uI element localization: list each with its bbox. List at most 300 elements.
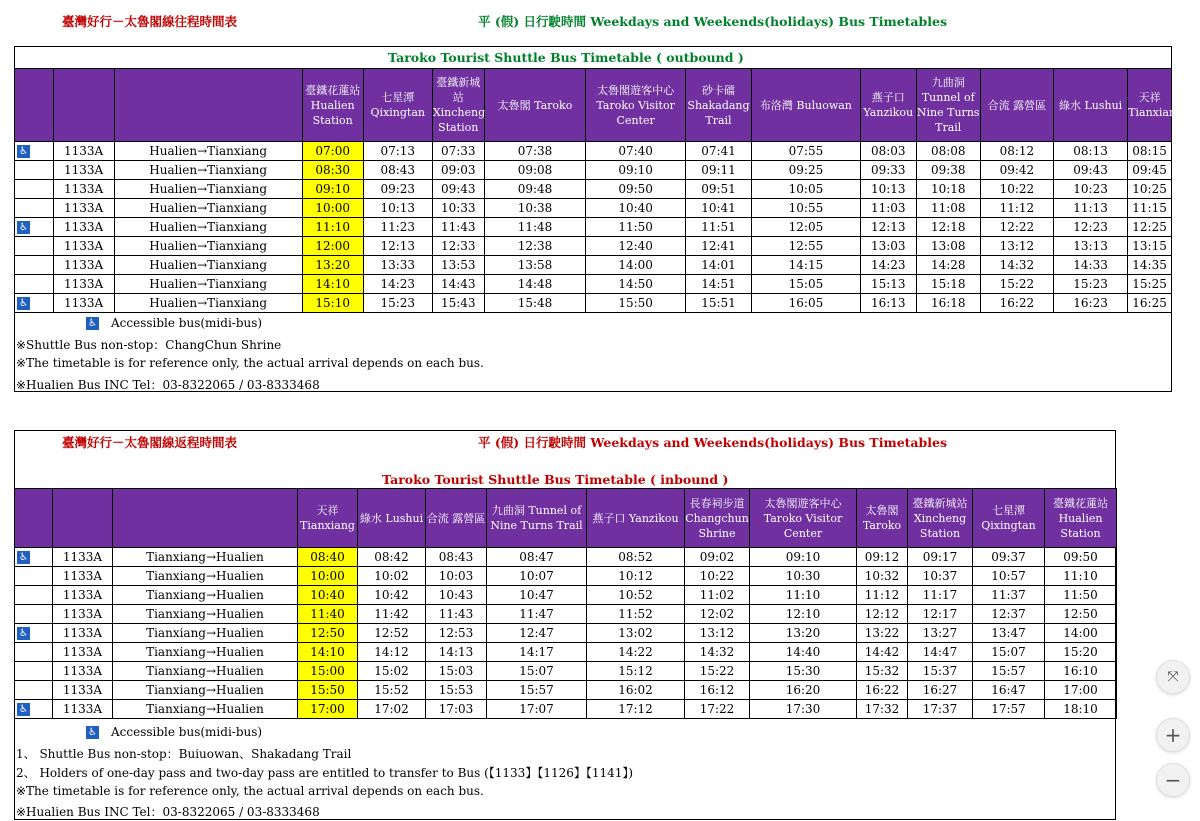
- stop-time: 11:47: [487, 605, 587, 624]
- stop-time: 13:08: [916, 237, 980, 256]
- stop-time: 10:43: [426, 586, 487, 605]
- stop-time: 15:07: [487, 662, 587, 681]
- route-direction: Hualien→Tianxiang: [114, 256, 302, 275]
- stop-time: 15:43: [432, 294, 484, 313]
- stop-time: 09:25: [752, 161, 861, 180]
- stop-time: 10:38: [484, 199, 586, 218]
- stop-time: 11:02: [685, 586, 750, 605]
- stop-time: 17:37: [908, 700, 973, 719]
- stop-time: 14:13: [426, 643, 487, 662]
- route-direction: Tianxiang→Hualien: [113, 567, 298, 586]
- stop-time: 10:22: [980, 180, 1053, 199]
- wheelchair-icon: ♿: [17, 297, 30, 310]
- column-header: 臺鐵新城站 Xincheng Station: [432, 69, 484, 142]
- stop-time: 11:43: [426, 605, 487, 624]
- column-header: 砂卡礑 Shakadang Trail: [685, 69, 751, 142]
- stop-time: 09:48: [484, 180, 586, 199]
- stop-time: 12:25: [1128, 218, 1172, 237]
- stop-time: 12:18: [916, 218, 980, 237]
- inbound-subtitle: Taroko Tourist Shuttle Bus Timetable ( inbound ): [382, 472, 729, 487]
- stop-time: 15:57: [973, 662, 1045, 681]
- stop-time: 14:15: [752, 256, 861, 275]
- stop-time: 09:37: [973, 548, 1045, 567]
- stop-time: 16:18: [916, 294, 980, 313]
- stop-time: 17:07: [487, 700, 587, 719]
- header-row: [15, 489, 1117, 548]
- accessible-cell: [15, 142, 54, 161]
- stop-time: 13:33: [363, 256, 432, 275]
- table-row: [15, 256, 1172, 275]
- table-row: [15, 218, 1172, 237]
- stop-time: 10:02: [358, 567, 426, 586]
- stop-time: 14:42: [857, 643, 908, 662]
- stop-time: 12:13: [860, 218, 916, 237]
- stop-time: 10:40: [586, 199, 686, 218]
- stop-time: 12:55: [752, 237, 861, 256]
- stop-time: 11:15: [1128, 199, 1172, 218]
- departure-time: 11:10: [302, 218, 363, 237]
- stop-time: 08:43: [426, 548, 487, 567]
- stop-time: 15:57: [487, 681, 587, 700]
- table-row: [15, 681, 1117, 700]
- route-number: 1133A: [53, 624, 113, 643]
- column-header: [53, 69, 114, 142]
- stop-time: 12:22: [980, 218, 1053, 237]
- stop-time: 15:25: [1128, 275, 1172, 294]
- departure-time: 15:50: [298, 681, 358, 700]
- stop-time: 10:55: [752, 199, 861, 218]
- inbound-title-en: 平 (假) 日行駛時間 Weekdays and Weekends(holidays) Bus Timetables: [478, 435, 948, 450]
- accessible-cell: [15, 294, 54, 313]
- stop-time: 14:00: [586, 256, 686, 275]
- departure-time: 10:40: [298, 586, 358, 605]
- stop-time: 12:50: [1045, 605, 1117, 624]
- table-row: [15, 294, 1172, 313]
- footnote: ※Hualien Bus INC Tel：03-8322065 / 03-8333468: [16, 805, 320, 819]
- route-direction: Hualien→Tianxiang: [114, 218, 302, 237]
- column-header: 太魯閣 Taroko: [857, 489, 908, 548]
- stop-time: 10:12: [587, 567, 685, 586]
- stop-time: 14:32: [980, 256, 1053, 275]
- stop-time: 14:48: [484, 275, 586, 294]
- table-row: [15, 548, 1117, 567]
- column-header: 天祥 Tianxiang: [1128, 69, 1172, 142]
- wheelchair-icon: ♿: [17, 221, 30, 234]
- footnote: ※The timetable is for reference only, the actual arrival depends on each bus.: [16, 356, 484, 370]
- stop-time: 14:23: [860, 256, 916, 275]
- departure-time: 15:00: [298, 662, 358, 681]
- stop-time: 15:02: [358, 662, 426, 681]
- stop-time: 10:07: [487, 567, 587, 586]
- footnote: ※Hualien Bus INC Tel：03-8322065 / 03-8333468: [16, 378, 320, 392]
- accessible-cell: [15, 624, 53, 643]
- stop-time: 15:52: [358, 681, 426, 700]
- stop-time: 16:25: [1128, 294, 1172, 313]
- stop-time: 11:51: [685, 218, 751, 237]
- outbound-subtitle: Taroko Tourist Shuttle Bus Timetable ( outbound ): [388, 50, 744, 65]
- stop-time: 10:37: [908, 567, 973, 586]
- stop-time: 14:00: [1045, 624, 1117, 643]
- stop-time: 09:43: [432, 180, 484, 199]
- stop-time: 09:50: [1045, 548, 1117, 567]
- route-direction: Tianxiang→Hualien: [113, 548, 298, 567]
- stop-time: 14:33: [1053, 256, 1127, 275]
- stop-time: 07:38: [484, 142, 586, 161]
- route-direction: Hualien→Tianxiang: [114, 161, 302, 180]
- stop-time: 12:37: [973, 605, 1045, 624]
- stop-time: 17:00: [1045, 681, 1117, 700]
- route-number: 1133A: [53, 199, 114, 218]
- stop-time: 10:25: [1128, 180, 1172, 199]
- stop-time: 12:12: [857, 605, 908, 624]
- column-header: 合流 露營區: [426, 489, 487, 548]
- departure-time: 15:10: [302, 294, 363, 313]
- stop-time: 14:43: [432, 275, 484, 294]
- column-header: 七星潭 Qixingtan: [363, 69, 432, 142]
- footnote: 2、 Holders of one-day pass and two-day pass are entitled to transfer to Bus (【1133】【1126】【1141】): [16, 766, 634, 780]
- stop-time: 14:01: [685, 256, 751, 275]
- stop-time: 07:33: [432, 142, 484, 161]
- accessible-legend-text: Accessible bus(midi-bus): [111, 725, 263, 739]
- table-row: [15, 624, 1117, 643]
- stop-time: 16:02: [587, 681, 685, 700]
- stop-time: 16:22: [980, 294, 1053, 313]
- stop-time: 12:38: [484, 237, 586, 256]
- stop-time: 15:23: [363, 294, 432, 313]
- stop-time: 14:50: [586, 275, 686, 294]
- stop-time: 09:11: [685, 161, 751, 180]
- stop-time: 11:43: [432, 218, 484, 237]
- stop-time: 15:23: [1053, 275, 1127, 294]
- stop-time: 09:33: [860, 161, 916, 180]
- header-row: [15, 69, 1172, 142]
- stop-time: 15:20: [1045, 643, 1117, 662]
- stop-time: 10:32: [857, 567, 908, 586]
- route-number: 1133A: [53, 256, 114, 275]
- route-direction: Hualien→Tianxiang: [114, 199, 302, 218]
- departure-time: 09:10: [302, 180, 363, 199]
- route-direction: Hualien→Tianxiang: [114, 237, 302, 256]
- departure-time: 12:50: [298, 624, 358, 643]
- stop-time: 10:13: [363, 199, 432, 218]
- accessible-cell: [15, 605, 53, 624]
- accessible-cell: [15, 662, 53, 681]
- column-header: 太魯閣 Taroko: [484, 69, 586, 142]
- stop-time: 11:13: [1053, 199, 1127, 218]
- footnote: ※The timetable is for reference only, the actual arrival depends on each bus.: [16, 783, 484, 798]
- departure-time: 08:40: [298, 548, 358, 567]
- stop-time: 09:03: [432, 161, 484, 180]
- stop-time: 17:57: [973, 700, 1045, 719]
- column-header: 合流 露營區: [980, 69, 1053, 142]
- stop-time: 10:33: [432, 199, 484, 218]
- stop-time: 15:12: [587, 662, 685, 681]
- route-direction: Hualien→Tianxiang: [114, 294, 302, 313]
- stop-time: 09:50: [586, 180, 686, 199]
- stop-time: 14:35: [1128, 256, 1172, 275]
- stop-time: 16:05: [752, 294, 861, 313]
- route-number: 1133A: [53, 567, 113, 586]
- stop-time: 13:47: [973, 624, 1045, 643]
- zoom-in-button[interactable]: [1156, 718, 1190, 752]
- stop-time: 09:12: [857, 548, 908, 567]
- table-row: [15, 567, 1117, 586]
- stop-time: 15:03: [426, 662, 487, 681]
- stop-time: 10:57: [973, 567, 1045, 586]
- stop-time: 10:13: [860, 180, 916, 199]
- accessible-cell: [15, 586, 53, 605]
- stop-time: 12:23: [1053, 218, 1127, 237]
- stop-time: 12:52: [358, 624, 426, 643]
- stop-time: 09:10: [586, 161, 686, 180]
- departure-time: 07:00: [302, 142, 363, 161]
- stop-time: 11:10: [1045, 567, 1117, 586]
- stop-time: 13:22: [857, 624, 908, 643]
- route-direction: Tianxiang→Hualien: [113, 624, 298, 643]
- accessible-cell: [15, 256, 54, 275]
- stop-time: 13:13: [1053, 237, 1127, 256]
- route-direction: Tianxiang→Hualien: [113, 700, 298, 719]
- wheelchair-icon: ♿: [86, 726, 99, 739]
- route-direction: Hualien→Tianxiang: [114, 180, 302, 199]
- outbound-title-en: 平 (假) 日行駛時間 Weekdays and Weekends(holidays) Bus Timetables: [478, 14, 948, 29]
- table-row: [15, 605, 1117, 624]
- accessible-cell: [15, 180, 54, 199]
- column-header: [15, 489, 53, 548]
- zoom-out-icon: −: [1164, 768, 1182, 792]
- stop-time: 09:10: [750, 548, 857, 567]
- stop-time: 08:47: [487, 548, 587, 567]
- route-number: 1133A: [53, 586, 113, 605]
- stop-time: 14:28: [916, 256, 980, 275]
- stop-time: 14:51: [685, 275, 751, 294]
- route-direction: Tianxiang→Hualien: [113, 586, 298, 605]
- accessible-legend: [86, 316, 262, 330]
- stop-time: 14:40: [750, 643, 857, 662]
- stop-time: 12:17: [908, 605, 973, 624]
- zoom-in-icon: +: [1164, 723, 1182, 747]
- stop-time: 17:30: [750, 700, 857, 719]
- stop-time: 18:10: [1045, 700, 1117, 719]
- wheelchair-icon: ♿: [17, 145, 30, 158]
- stop-time: 09:23: [363, 180, 432, 199]
- column-header: 長春祠步道 Changchun Shrine: [685, 489, 750, 548]
- accessible-cell: [15, 161, 54, 180]
- accessible-cell: [15, 681, 53, 700]
- table-row: [15, 586, 1117, 605]
- table-row: [15, 237, 1172, 256]
- accessible-cell: [15, 199, 54, 218]
- stop-time: 09:08: [484, 161, 586, 180]
- stop-time: 15:13: [860, 275, 916, 294]
- stop-time: 09:42: [980, 161, 1053, 180]
- column-header: [114, 69, 302, 142]
- route-direction: Tianxiang→Hualien: [113, 662, 298, 681]
- table-row: [15, 662, 1117, 681]
- departure-time: 13:20: [302, 256, 363, 275]
- stop-time: 17:32: [857, 700, 908, 719]
- stop-time: 11:37: [973, 586, 1045, 605]
- fit-screen-button[interactable]: [1156, 660, 1190, 694]
- accessible-cell: [15, 643, 53, 662]
- stop-time: 11:50: [586, 218, 686, 237]
- stop-time: 11:03: [860, 199, 916, 218]
- route-number: 1133A: [53, 275, 114, 294]
- stop-time: 16:47: [973, 681, 1045, 700]
- stop-time: 14:22: [587, 643, 685, 662]
- route-number: 1133A: [53, 237, 114, 256]
- wheelchair-icon: ♿: [17, 703, 30, 716]
- stop-time: 12:05: [752, 218, 861, 237]
- stop-time: 12:10: [750, 605, 857, 624]
- stop-time: 07:41: [685, 142, 751, 161]
- column-header: 七星潭 Qixingtan: [973, 489, 1045, 548]
- accessible-cell: [15, 548, 53, 567]
- column-header: [113, 489, 298, 548]
- stop-time: 16:10: [1045, 662, 1117, 681]
- column-header: 天祥 Tianxiang: [298, 489, 358, 548]
- stop-time: 09:43: [1053, 161, 1127, 180]
- stop-time: 10:22: [685, 567, 750, 586]
- route-direction: Tianxiang→Hualien: [113, 643, 298, 662]
- stop-time: 11:42: [358, 605, 426, 624]
- stop-time: 12:33: [432, 237, 484, 256]
- wheelchair-icon: ♿: [17, 551, 30, 564]
- stop-time: 16:22: [857, 681, 908, 700]
- stop-time: 14:12: [358, 643, 426, 662]
- stop-time: 11:48: [484, 218, 586, 237]
- accessible-cell: [15, 218, 54, 237]
- stop-time: 17:22: [685, 700, 750, 719]
- table-row: [15, 700, 1117, 719]
- fit-screen-icon: ⤧: [1167, 669, 1179, 685]
- route-direction: Tianxiang→Hualien: [113, 681, 298, 700]
- stop-time: 12:13: [363, 237, 432, 256]
- route-direction: Tianxiang→Hualien: [113, 605, 298, 624]
- stop-time: 15:22: [980, 275, 1053, 294]
- stop-time: 11:12: [857, 586, 908, 605]
- accessible-legend-text: Accessible bus(midi-bus): [111, 316, 263, 330]
- stop-time: 07:13: [363, 142, 432, 161]
- stop-time: 15:48: [484, 294, 586, 313]
- stop-time: 12:41: [685, 237, 751, 256]
- stop-time: 11:52: [587, 605, 685, 624]
- departure-time: 11:40: [298, 605, 358, 624]
- departure-time: 12:00: [302, 237, 363, 256]
- stop-time: 15:30: [750, 662, 857, 681]
- stop-time: 13:03: [860, 237, 916, 256]
- table-row: [15, 643, 1117, 662]
- outbound-timetable: [14, 68, 1184, 313]
- route-number: 1133A: [53, 605, 113, 624]
- stop-time: 08:08: [916, 142, 980, 161]
- route-number: 1133A: [53, 681, 113, 700]
- stop-time: 13:53: [432, 256, 484, 275]
- stop-time: 17:02: [358, 700, 426, 719]
- table-row: [15, 180, 1172, 199]
- table-row: [15, 161, 1172, 180]
- stop-time: 16:23: [1053, 294, 1127, 313]
- stop-time: 10:41: [685, 199, 751, 218]
- column-header: 臺鐵花蓮站 Hualien Station: [302, 69, 363, 142]
- stop-time: 16:27: [908, 681, 973, 700]
- stop-time: 08:52: [587, 548, 685, 567]
- stop-time: 16:13: [860, 294, 916, 313]
- stop-time: 07:40: [586, 142, 686, 161]
- stop-time: 15:50: [586, 294, 686, 313]
- table-row: [15, 142, 1172, 161]
- stop-time: 15:22: [685, 662, 750, 681]
- stop-time: 08:15: [1128, 142, 1172, 161]
- stop-time: 15:05: [752, 275, 861, 294]
- route-number: 1133A: [53, 700, 113, 719]
- stop-time: 14:47: [908, 643, 973, 662]
- stop-time: 10:23: [1053, 180, 1127, 199]
- wheelchair-icon: ♿: [86, 317, 99, 330]
- route-number: 1133A: [53, 180, 114, 199]
- stop-time: 09:38: [916, 161, 980, 180]
- route-direction: Hualien→Tianxiang: [114, 142, 302, 161]
- stop-time: 11:08: [916, 199, 980, 218]
- stop-time: 13:20: [750, 624, 857, 643]
- stop-time: 15:53: [426, 681, 487, 700]
- route-direction: Hualien→Tianxiang: [114, 275, 302, 294]
- stop-time: 14:23: [363, 275, 432, 294]
- zoom-out-button[interactable]: [1156, 763, 1190, 797]
- stop-time: 09:51: [685, 180, 751, 199]
- accessible-cell: [15, 700, 53, 719]
- departure-time: 17:00: [298, 700, 358, 719]
- stop-time: 10:42: [358, 586, 426, 605]
- route-number: 1133A: [53, 218, 114, 237]
- column-header: 綠水 Lushui: [1053, 69, 1127, 142]
- departure-time: 10:00: [298, 567, 358, 586]
- stop-time: 08:12: [980, 142, 1053, 161]
- stop-time: 11:12: [980, 199, 1053, 218]
- stop-time: 17:12: [587, 700, 685, 719]
- route-number: 1133A: [53, 161, 114, 180]
- accessible-legend: [86, 725, 262, 739]
- column-header: 太魯閣遊客中心 Taroko Visitor Center: [586, 69, 686, 142]
- stop-time: 08:42: [358, 548, 426, 567]
- departure-time: 14:10: [298, 643, 358, 662]
- stop-time: 15:37: [908, 662, 973, 681]
- stop-time: 08:13: [1053, 142, 1127, 161]
- stop-time: 10:30: [750, 567, 857, 586]
- departure-time: 10:00: [302, 199, 363, 218]
- column-header: 燕子口 Yanzikou: [860, 69, 916, 142]
- stop-time: 15:18: [916, 275, 980, 294]
- stop-time: 12:47: [487, 624, 587, 643]
- stop-time: 13:58: [484, 256, 586, 275]
- stop-time: 07:55: [752, 142, 861, 161]
- inbound-timetable: [14, 488, 1117, 719]
- stop-time: 09:45: [1128, 161, 1172, 180]
- stop-time: 13:27: [908, 624, 973, 643]
- column-header: 臺鐵新城站 Xincheng Station: [908, 489, 973, 548]
- stop-time: 10:52: [587, 586, 685, 605]
- outbound-title-cn: 臺灣好行－太魯閣線往程時間表: [62, 14, 238, 29]
- column-header: 布洛灣 Buluowan: [752, 69, 861, 142]
- stop-time: 12:53: [426, 624, 487, 643]
- table-row: [15, 199, 1172, 218]
- stop-time: 15:51: [685, 294, 751, 313]
- footnote: ※Shuttle Bus non-stop：ChangChun Shrine: [16, 338, 282, 352]
- stop-time: 13:12: [685, 624, 750, 643]
- stop-time: 09:17: [908, 548, 973, 567]
- footnote: 1、 Shuttle Bus non-stop：Buiuowan、Shakadang Trail: [16, 746, 352, 761]
- departure-time: 08:30: [302, 161, 363, 180]
